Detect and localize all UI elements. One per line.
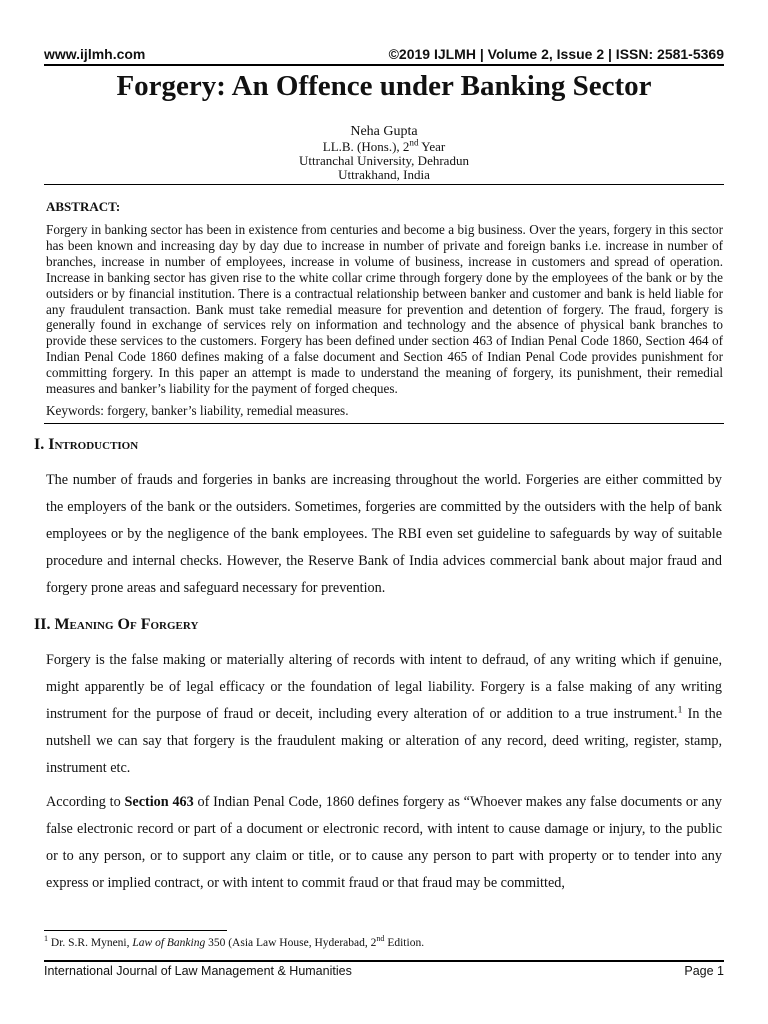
paper-title: Forgery: An Offence under Banking Sector	[116, 70, 652, 102]
footnote-ref[interactable]: 1	[677, 704, 683, 716]
author-university: Uttranchal University, Dehradun	[299, 153, 469, 168]
page-number: Page 1	[684, 964, 724, 978]
meaning-paragraph-2: According to Section 463 of Indian Penal Code, 1860 defines forgery as “Whoever makes any false documents or any false electronic record or part of a document or electronic record, with intent to cause damage or injury, to the public or to any person, or to support any claim or title, or to cause any person to part with property or to tender into any express or implied contract, or with intent to commit fraud or that fraud may be committed,	[46, 794, 722, 891]
page-header	[44, 46, 724, 64]
footer-rule	[44, 960, 724, 962]
author-block	[0, 124, 768, 182]
author-location: Uttrakhand, India	[338, 167, 430, 182]
introduction-paragraph: The number of frauds and forgeries in banks are increasing throughout the world. Forgeries are either committed by the employers of the bank or the outsiders. Sometimes, forgeries are committed by the outsiders with the help of bank employees or by the negligence of the bank employees. The RBI even set guideline to safeguards by way of suitable procedure and internal checks. However, the Reserve Bank of India advices commercial bank about major fraud and forgery prone areas and safeguard necessary for prevention.	[46, 472, 722, 596]
footnote-rule	[44, 930, 227, 931]
section-heading-meaning: II. Meaning Of Forgery	[34, 616, 199, 633]
footnote: $^1$ Dr. S.R. Myneni, Law of Banking 350 (Asia Law House, Hyderabad, 2nd Edition.	[44, 934, 425, 949]
author-name: Neha Gupta	[350, 124, 418, 139]
section-heading-introduction: I. Introduction	[34, 436, 139, 453]
section-463-ref: Section 463	[124, 794, 194, 810]
abstract-keywords: Keywords: forgery, banker’s liability, remedial measures.	[46, 403, 349, 418]
meaning-paragraph-1: Forgery is the false making or materially altering of records with intent to defraud, of any writing which if genuine, might apparently be of legal efficacy or the foundation of legal liability. Forgery is a false making of any writing instrument for the purpose of fraud or deceit, including every alteration of or addition to a true instrument.$^1$ In the nutshell we can say that forgery is the fraudulent making or alteration of any record, deed writing, register, stamp, instrument etc.	[46, 652, 722, 776]
site-url[interactable]: www.ijlmh.com	[44, 46, 146, 62]
abstract-heading: ABSTRACT:	[46, 199, 121, 214]
abstract-text: Forgery in banking sector has been in existence from centuries and become a big business. Over the years, forgery in this sector has been known and increasing day by day due to increase in number of private and foreign banks i.e. increase in number of branches, increase in number of employees, increase in volume of business, increase in customers and spread of operation. Increase in banking sector has given rise to the white collar crime through forgery done by the employees of the bank or by the outsiders or by financial institution. There is a contractual relationship between banker and customer and bank is held liable for any fraudulent transaction. Bank must take remedial measure for prevention and detention of forgery. The fraud, forgery is generally found in exchange of services rely on information and technology and the absence of physical bank branches to provide these services to the customers. Forgery has been defined under section 463 of Indian Penal Code 1860, Section 464 of Indian Penal Code 1860 defines making of a false document and Section 465 of Indian Penal Code provides punishment for committing forgery. In this paper an attempt is made to understand the meaning of forgery, its punishment, their remedial measures and banker’s liability for the payment of forged cheques.	[46, 222, 723, 397]
footer-journal: International Journal of Law Management & Humanities	[44, 964, 352, 978]
author-degree: LL.B. (Hons.), 2nd Year	[322, 137, 446, 154]
header-rule	[44, 64, 724, 66]
journal-info: ©2019 IJLMH | Volume 2, Issue 2 | ISSN: 2581-5369	[388, 46, 724, 62]
